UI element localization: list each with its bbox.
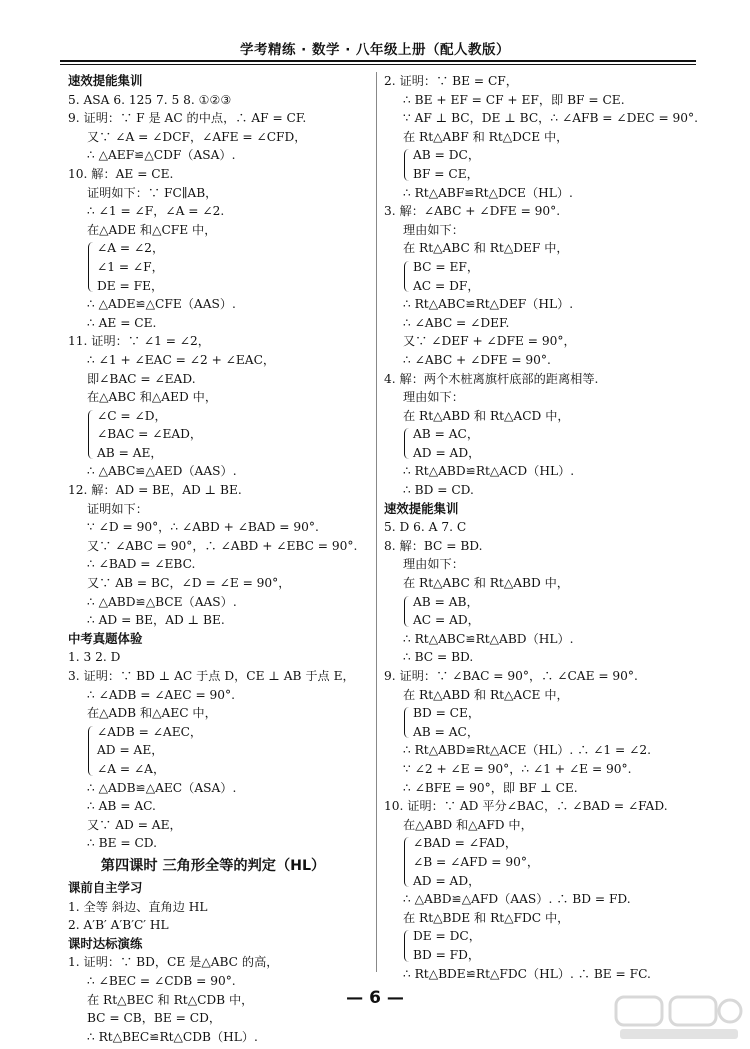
answer-line: 即∠BAC = ∠EAD. <box>87 371 196 386</box>
condition-line: BD = CE， <box>413 706 481 721</box>
answer-line: ∴ ∠1 = ∠F，∠A = ∠2. <box>87 204 225 219</box>
answer-line: 在 Rt△ABC 和 Rt△ABD 中， <box>403 576 569 591</box>
answer-line: 10. 证明：∵ AD 平分∠BAC，∴ ∠BAD = ∠FAD. <box>384 799 668 814</box>
condition-line: ∠A = ∠2， <box>97 241 165 256</box>
answer-line: 在△ABC 和△AED 中， <box>87 390 218 405</box>
answer-line: ∴ Rt△BEC≌Rt△CDB（HL）. <box>87 1029 258 1044</box>
condition-brace-group <box>384 146 684 183</box>
section-heading: 速效提能集训 <box>384 500 459 516</box>
answer-line: ∴ ∠BEC = ∠CDB = 90°. <box>87 973 236 988</box>
answer-line: 5. D 6. A 7. C <box>384 520 467 535</box>
lesson-title: 第四课时 三角形全等的判定（HL） <box>100 857 326 874</box>
answer-line: 12. 解：AD = BE，AD ⊥ BE. <box>68 483 242 498</box>
answer-line: 又∵ AB = BC，∠D = ∠E = 90°， <box>87 576 291 591</box>
page-number: — 6 — <box>346 988 404 1008</box>
condition-brace-group <box>384 425 684 462</box>
condition-line: AB = AC， <box>413 724 480 739</box>
left-brace <box>404 149 411 180</box>
answer-line: ∴ Rt△ABC≌Rt△ABD（HL）. <box>403 631 574 646</box>
left-brace <box>404 428 411 459</box>
answer-line: 在 Rt△BEC 和 Rt△CDB 中， <box>87 992 254 1007</box>
answer-line: ∴ △ABD≌△AFD（AAS）. ∴ BD = FD. <box>403 892 631 907</box>
condition-line: DE = FE， <box>97 278 164 293</box>
answer-line: 理由如下： <box>403 390 464 405</box>
answer-line: 4. 解：两个木桩离旗杆底部的距离相等. <box>384 371 599 386</box>
condition-line: ∠ADB = ∠AEC， <box>97 724 203 739</box>
column-divider <box>376 72 377 972</box>
answer-line: 11. 证明：∵ ∠1 = ∠2， <box>68 334 210 349</box>
answer-line: 8. 解：BC = BD. <box>384 538 483 553</box>
left-brace <box>404 596 411 627</box>
answer-line: 3. 解：∠ABC + ∠DFE = 90°. <box>384 204 561 219</box>
answer-line: 又∵ AD = AE， <box>87 817 182 832</box>
section-heading: 中考真题体验 <box>68 630 143 646</box>
answer-line: 10. 解：AE = CE. <box>68 166 174 181</box>
answer-line: ∵ ∠2 + ∠E = 90°，∴ ∠1 + ∠E = 90°. <box>403 761 632 776</box>
answer-line: ∵ ∠D = 90°，∴ ∠ABD + ∠BAD = 90°. <box>87 520 319 535</box>
answer-line: 又∵ ∠DEF + ∠DFE = 90°， <box>403 334 576 349</box>
answer-line: 在△ABD 和△AFD 中， <box>403 817 533 832</box>
answer-line: 又∵ ∠ABC = 90°，∴ ∠ABD + ∠EBC = 90°. <box>87 538 358 553</box>
answer-line: ∴ ∠ADB = ∠AEC = 90°. <box>87 687 235 702</box>
answer-line: ∴ ∠BFE = 90°，即 BF ⊥ CE. <box>403 780 578 795</box>
watermark-logo <box>612 993 744 1043</box>
answer-line: 1. 3 2. D <box>68 650 121 665</box>
left-brace <box>404 707 411 738</box>
left-brace <box>88 726 95 776</box>
answer-line: ∴ ∠BAD = ∠EBC. <box>87 557 196 572</box>
condition-line: AD = AD， <box>413 445 481 460</box>
answer-line: 在 Rt△ABF 和 Rt△DCE 中， <box>403 129 569 144</box>
left-brace <box>88 242 95 292</box>
condition-line: ∠B = ∠AFD = 90°， <box>413 854 540 869</box>
left-brace <box>404 930 411 961</box>
answer-line: ∴ ∠ABC + ∠DFE = 90°. <box>403 352 551 367</box>
condition-line: ∠C = ∠D， <box>97 408 167 423</box>
answer-line: ∴ Rt△ABF≌Rt△DCE（HL）. <box>403 185 573 200</box>
condition-brace-group <box>384 704 684 741</box>
condition-brace-group <box>384 834 684 890</box>
condition-line: BF = CE， <box>413 166 479 181</box>
condition-brace-group <box>68 407 368 463</box>
condition-line: ∠BAD = ∠FAD， <box>413 836 518 851</box>
condition-line: AB = DC， <box>413 148 481 163</box>
condition-line: DE = DC， <box>413 929 481 944</box>
answer-line: ∴ △ADB≌△AEC（ASA）. <box>87 780 237 795</box>
left-brace <box>88 410 95 460</box>
answer-line: ∴ BE = CD. <box>87 836 157 851</box>
answer-line: ∵ AF ⊥ BC，DE ⊥ BC，∴ ∠AFB = ∠DEC = 90°. <box>403 111 699 126</box>
condition-brace-group <box>384 927 684 964</box>
condition-line: ∠BAC = ∠EAD， <box>97 427 203 442</box>
answer-line: 2. 证明：∵ BE = CF， <box>384 74 518 88</box>
answer-line: 又∵ ∠A = ∠DCF，∠AFE = ∠CFD， <box>87 129 307 144</box>
answer-line: ∴ Rt△ABD≌Rt△ACE（HL）. ∴ ∠1 = ∠2. <box>403 743 651 758</box>
answer-line: ∴ BE + EF = CF + EF，即 BF = CE. <box>403 92 625 107</box>
answer-line: 证明如下： <box>87 501 148 516</box>
condition-line: AB = AC， <box>413 427 480 442</box>
answer-line: ∴ BD = CD. <box>403 483 474 498</box>
condition-brace-group <box>68 239 368 295</box>
condition-line: AD = AD， <box>413 873 481 888</box>
condition-brace-group <box>68 723 368 779</box>
header-rule <box>60 60 696 62</box>
answer-line: 在△ADE 和△CFE 中， <box>87 222 217 237</box>
page-header-title: 学考精练 · 数学 · 八年级上册（配人教版） <box>239 42 511 58</box>
answer-line: 5. ASA 6. 125 7. 5 8. ①②③ <box>68 92 232 107</box>
answer-line: ∴ AB = AC. <box>87 799 156 814</box>
condition-line: ∠A = ∠A， <box>97 761 166 776</box>
answer-line: 证明如下：∵ FC∥AB， <box>87 185 218 200</box>
section-heading: 课前自主学习 <box>68 879 143 895</box>
left-brace <box>404 261 411 292</box>
section-heading: 速效提能集训 <box>68 73 143 88</box>
answer-line: 在 Rt△ABC 和 Rt△DEF 中， <box>403 241 569 256</box>
answer-line: 1. 全等 斜边、直角边 HL <box>68 899 208 914</box>
condition-line: BD = FD， <box>413 947 481 962</box>
answer-line: ∴ △ABD≌△BCE（AAS）. <box>87 594 237 609</box>
answer-line: 理由如下： <box>403 557 464 572</box>
answer-line: 在△ADB 和△AEC 中， <box>87 706 217 721</box>
answer-line: 1. 证明：∵ BD，CE 是△ABC 的高， <box>68 955 279 970</box>
answer-line: 9. 证明：∵ ∠BAC = 90°，∴ ∠CAE = 90°. <box>384 669 638 683</box>
answer-line: ∴ AD = BE，AD ⊥ BE. <box>87 613 225 628</box>
answer-line: ∴ △ADE≌△CFE（AAS）. <box>87 297 236 312</box>
condition-line: AB = AB， <box>413 594 479 609</box>
answer-line: ∴ BC = BD. <box>403 650 474 665</box>
condition-line: AD = AE， <box>97 743 164 758</box>
answer-line: 在 Rt△ABD 和 Rt△ACE 中， <box>403 687 569 702</box>
answer-line: BC = CB，BE = CD， <box>87 1011 222 1026</box>
answer-line: 在 Rt△BDE 和 Rt△FDC 中， <box>403 910 570 925</box>
answer-line: ∴ Rt△BDE≌Rt△FDC（HL）. ∴ BE = FC. <box>403 966 651 981</box>
answer-line: ∴ Rt△ABD≌Rt△ACD（HL）. <box>403 464 575 479</box>
answer-line: 理由如下： <box>403 222 464 237</box>
condition-brace-group <box>384 593 684 630</box>
answer-line: 3. 证明：∵ BD ⊥ AC 于点 D，CE ⊥ AB 于点 E， <box>68 669 355 683</box>
answer-line: 9. 证明：∵ F 是 AC 的中点，∴ AF = CF. <box>68 111 307 126</box>
answer-line: ∴ ∠1 + ∠EAC = ∠2 + ∠EAC， <box>87 352 276 367</box>
header-rule-thin <box>60 64 696 65</box>
condition-brace-group <box>384 258 684 295</box>
left-brace <box>404 837 411 887</box>
answer-line: ∴ △ABC≌△AED（AAS）. <box>87 464 237 479</box>
answer-line: ∴ AE = CE. <box>87 315 157 330</box>
answer-line: ∴ △AEF≌△CDF（ASA）. <box>87 148 236 163</box>
left-column <box>68 72 368 1046</box>
condition-line: BC = EF， <box>413 259 480 274</box>
condition-line: AB = AE， <box>97 445 163 460</box>
condition-line: AC = DF， <box>413 278 480 293</box>
condition-line: ∠1 = ∠F， <box>97 259 164 274</box>
right-column <box>384 72 699 983</box>
answer-line: ∴ Rt△ABC≌Rt△DEF（HL）. <box>403 297 574 312</box>
answer-line: 2. A′B′ A′B′C′ HL <box>68 918 169 933</box>
answer-line: ∴ ∠ABC = ∠DEF. <box>403 315 510 330</box>
section-heading: 课时达标演练 <box>68 935 143 951</box>
answer-line: 在 Rt△ABD 和 Rt△ACD 中， <box>403 408 570 423</box>
condition-line: AC = AD， <box>413 613 480 628</box>
